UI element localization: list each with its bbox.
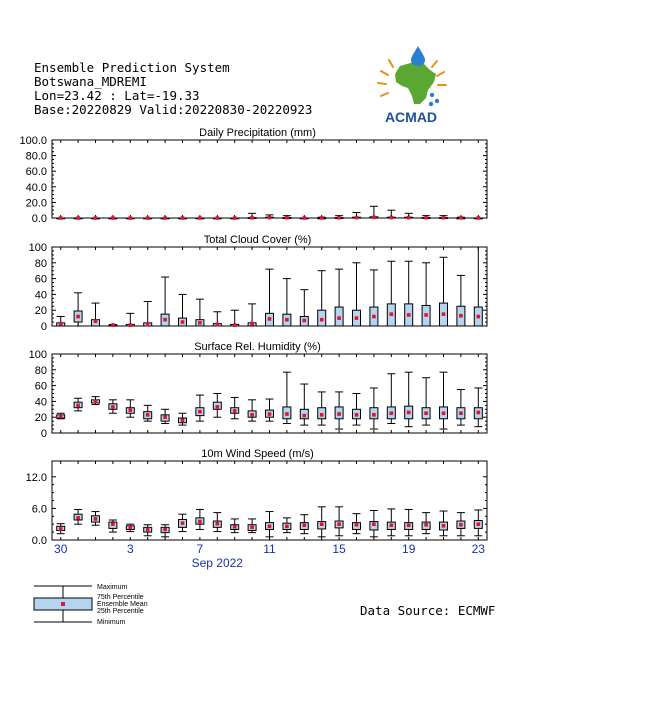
box-whisker [422, 216, 430, 220]
box-whisker [196, 299, 204, 326]
mean-marker [320, 522, 324, 526]
mean-marker [477, 315, 481, 319]
panel-title: Daily Precipitation (mm) [199, 127, 316, 139]
mean-marker [442, 411, 446, 415]
box-whisker [74, 398, 82, 411]
mean-marker [94, 216, 98, 220]
box-whisker [231, 519, 239, 533]
y-tick-label: 60 [34, 273, 47, 286]
box-whisker [370, 388, 378, 429]
mean-marker [459, 314, 463, 318]
y-tick-label: 20.0 [25, 197, 47, 210]
mean-marker [477, 522, 481, 526]
mean-marker [390, 411, 394, 415]
box-whisker [144, 405, 152, 421]
legend-minimum-label: Minimum [97, 619, 126, 626]
box-whisker [266, 399, 274, 421]
box-whisker [387, 210, 395, 219]
mean-marker [285, 525, 289, 529]
legend-maximum-label: Maximum [97, 584, 128, 591]
africa-map-icon [395, 62, 436, 104]
box-whisker [353, 213, 361, 220]
mean-marker [390, 523, 394, 527]
mean-marker [407, 313, 411, 317]
mean-marker [372, 216, 376, 220]
box-whisker [266, 512, 274, 537]
box-whisker [405, 509, 413, 535]
mean-marker [250, 413, 254, 417]
mean-marker [303, 319, 307, 323]
y-tick-label: 0.0 [31, 535, 47, 547]
box-whisker [335, 392, 343, 429]
chart-panel [26, 448, 487, 547]
box-whisker [300, 515, 308, 534]
mean-marker [268, 412, 272, 416]
box-whisker [387, 509, 395, 536]
mean-marker [146, 528, 150, 532]
box-whisker [57, 524, 65, 534]
box-whisker [370, 511, 378, 537]
x-tick-label: 3 [126, 542, 134, 556]
box-whisker [283, 216, 291, 220]
y-tick-label: 60 [34, 380, 47, 393]
mean-marker [59, 322, 63, 326]
box-whisker [283, 279, 291, 326]
mean-marker [181, 216, 185, 220]
mean-marker [372, 522, 376, 526]
box-whisker [300, 290, 308, 326]
box-whisker [474, 510, 482, 536]
mean-marker [390, 216, 394, 220]
box-whisker [266, 215, 274, 220]
mean-marker [163, 318, 167, 322]
mean-marker [111, 216, 115, 220]
box-whisker [231, 216, 239, 220]
mean-marker [337, 216, 341, 220]
box-whisker [300, 216, 308, 220]
mean-marker [76, 315, 80, 319]
mean-marker [111, 323, 115, 327]
box-whisker [353, 263, 361, 326]
x-tick-label: 19 [402, 542, 416, 556]
mean-marker [459, 216, 463, 220]
rain-drop-icon [435, 99, 439, 103]
box-whisker [457, 275, 465, 326]
box-whisker [353, 514, 361, 534]
mean-marker [129, 408, 133, 412]
x-tick-label: 11 [263, 542, 276, 556]
x-axis-label: Sep 2022 [191, 556, 243, 570]
box-whisker [457, 513, 465, 536]
box-whisker [266, 269, 274, 326]
mean-marker [268, 317, 272, 321]
box-whisker [440, 216, 448, 220]
mean-marker [320, 216, 324, 220]
chart-panel [29, 234, 487, 333]
y-tick-label: 20 [34, 305, 47, 318]
box-whisker [126, 313, 134, 327]
mean-marker [390, 312, 394, 316]
box-whisker [318, 507, 326, 537]
box-whisker [318, 271, 326, 326]
x-tick-label: 30 [54, 542, 68, 556]
box-whisker [474, 388, 482, 427]
mean-marker [337, 316, 341, 320]
box-whisker [196, 509, 204, 529]
y-tick-label: 6.0 [31, 503, 47, 516]
mean-marker [477, 216, 481, 220]
box-whisker [213, 513, 221, 532]
mean-marker [424, 523, 428, 527]
header-line-4: Base:20220829 Valid:20220830-20220923 [34, 102, 313, 117]
x-tick-label: 15 [332, 542, 346, 556]
header-line-2: Botswana_MDREMI [34, 74, 147, 89]
box-whisker [335, 216, 343, 220]
water-drop-icon [411, 46, 425, 66]
panel-title: Total Cloud Cover (%) [203, 234, 312, 246]
box-whisker [92, 512, 100, 526]
box-whisker [161, 216, 169, 220]
mean-marker [477, 411, 481, 415]
mean-marker [407, 411, 411, 415]
mean-marker [372, 315, 376, 319]
box-whisker [440, 511, 448, 536]
data-source-label: Data Source: ECMWF [360, 603, 496, 618]
mean-marker [59, 527, 63, 531]
mean-marker [337, 412, 341, 416]
box-whisker [109, 520, 117, 532]
box-whisker [457, 216, 465, 220]
mean-marker [129, 216, 133, 220]
box-whisker [109, 400, 117, 413]
mean-marker [76, 516, 80, 520]
mean-marker [303, 414, 307, 418]
box-whisker [440, 372, 448, 429]
mean-marker [233, 525, 237, 529]
mean-marker [94, 517, 98, 521]
mean-marker [94, 319, 98, 323]
mean-marker [233, 323, 237, 327]
box-whisker [422, 513, 430, 534]
mean-marker [355, 523, 359, 527]
box-whisker [179, 216, 187, 220]
box-whisker [370, 206, 378, 219]
box-whisker [144, 216, 152, 220]
panel-title: Surface Rel. Humidity (%) [194, 341, 321, 353]
mean-marker [250, 216, 254, 220]
box-whisker [74, 293, 82, 326]
mean-marker [216, 522, 220, 526]
box-whisker [161, 277, 169, 326]
acmad-logo [378, 46, 446, 125]
mean-marker [250, 322, 254, 326]
mean-marker [111, 405, 115, 409]
legend-mean-marker [61, 602, 65, 606]
mean-marker [372, 413, 376, 417]
mean-marker [163, 528, 167, 532]
mean-marker [285, 412, 289, 416]
mean-marker [198, 520, 202, 524]
mean-marker [355, 316, 359, 320]
box-whisker [161, 409, 169, 423]
box-whisker [74, 509, 82, 524]
box-whisker [196, 216, 204, 220]
box-whisker [457, 390, 465, 426]
y-tick-label: 0 [40, 428, 47, 440]
mean-marker [459, 411, 463, 415]
box-whisker [196, 395, 204, 421]
legend-p75-label: 75th Percentile [97, 594, 144, 601]
x-tick-label: 23 [471, 542, 485, 556]
mean-marker [407, 216, 411, 220]
mean-marker [163, 216, 167, 220]
y-tick-label: 40 [34, 396, 47, 409]
box-whisker [370, 270, 378, 326]
mean-marker [181, 419, 185, 423]
box-whisker [440, 257, 448, 326]
mean-marker [111, 522, 115, 526]
mean-marker [355, 413, 359, 417]
box-whisker [179, 294, 187, 326]
mean-marker [216, 405, 220, 409]
box-whisker [179, 514, 187, 531]
box-whisker [283, 372, 291, 423]
mean-marker [285, 318, 289, 322]
box-whisker [92, 397, 100, 405]
box-whisker [283, 518, 291, 533]
mean-marker [320, 413, 324, 417]
header-line-1: Ensemble Prediction System [34, 60, 230, 75]
mean-marker [268, 216, 272, 220]
legend [34, 584, 148, 626]
panel-title: 10m Wind Speed (m/s) [201, 448, 314, 460]
mean-marker [285, 216, 289, 220]
mean-marker [146, 323, 150, 327]
mean-marker [355, 216, 359, 220]
box-whisker [474, 216, 482, 220]
box-whisker [109, 323, 117, 327]
box-whisker [213, 312, 221, 326]
mean-marker [146, 216, 150, 220]
box-whisker [353, 394, 361, 426]
box-whisker [300, 384, 308, 425]
x-tick-label: 7 [196, 542, 204, 556]
mean-marker [129, 526, 133, 530]
box-whisker [126, 216, 134, 220]
box-whisker [335, 269, 343, 326]
box-whisker [248, 304, 256, 326]
y-tick-label: 60.0 [25, 166, 47, 179]
mean-marker [442, 524, 446, 528]
box-whisker [144, 302, 152, 327]
panel-frame [52, 140, 487, 218]
mean-marker [198, 216, 202, 220]
mean-marker [442, 216, 446, 220]
rain-drop-icon [430, 93, 434, 97]
box-whisker [405, 213, 413, 219]
mean-marker [216, 323, 220, 327]
box-whisker [179, 413, 187, 425]
mean-marker [250, 526, 254, 530]
y-tick-label: 100.0 [19, 135, 47, 147]
mean-marker [303, 216, 307, 220]
mean-marker [268, 525, 272, 529]
y-tick-label: 80 [34, 364, 47, 377]
mean-marker [424, 216, 428, 220]
mean-marker [59, 415, 63, 419]
panels-layer [19, 127, 487, 547]
y-tick-label: 40.0 [25, 181, 47, 194]
mean-marker [76, 216, 80, 220]
mean-marker [59, 216, 63, 220]
box-whisker [422, 263, 430, 326]
box-whisker [57, 413, 65, 419]
box-whisker [92, 303, 100, 326]
mean-marker [320, 318, 324, 322]
mean-marker [198, 410, 202, 414]
y-tick-label: 12.0 [25, 471, 47, 484]
box-whisker [318, 216, 326, 220]
x-axis [54, 542, 485, 570]
box-whisker [109, 216, 117, 220]
box-whisker [474, 247, 482, 326]
y-tick-label: 20 [34, 412, 47, 425]
mean-marker [424, 313, 428, 317]
y-tick-label: 0 [40, 321, 47, 333]
mean-marker [233, 216, 237, 220]
rain-drop-icon [429, 102, 433, 106]
mean-marker [233, 409, 237, 413]
box-whisker [213, 216, 221, 220]
mean-marker [216, 216, 220, 220]
box-whisker [213, 394, 221, 418]
box-whisker [92, 216, 100, 220]
mean-marker [181, 521, 185, 525]
mean-marker [76, 404, 80, 408]
box-whisker [74, 216, 82, 220]
legend-p25-label: 25th Percentile [97, 608, 144, 615]
mean-marker [303, 523, 307, 527]
box-whisker [126, 400, 134, 417]
box-whisker [231, 310, 239, 327]
box-whisker [387, 374, 395, 424]
box-whisker [405, 372, 413, 427]
mean-marker [163, 415, 167, 419]
mean-marker [129, 323, 133, 327]
mean-marker [94, 400, 98, 404]
chart-panel [19, 127, 487, 225]
mean-marker [181, 320, 185, 324]
y-tick-label: 100 [28, 349, 47, 361]
box-whisker [144, 525, 152, 536]
box-whisker [335, 507, 343, 536]
mean-marker [407, 523, 411, 527]
box-whisker [422, 378, 430, 425]
box-whisker [405, 261, 413, 326]
y-tick-label: 80.0 [25, 150, 47, 163]
box-whisker [161, 525, 169, 537]
box-whisker [57, 317, 65, 326]
mean-marker [198, 321, 202, 325]
box-whisker [248, 213, 256, 219]
acmad-logo-text: ACMAD [384, 109, 438, 125]
mean-marker [424, 411, 428, 415]
mean-marker [442, 312, 446, 316]
box-whisker [248, 519, 256, 533]
y-tick-label: 80 [34, 257, 47, 270]
box-whisker [231, 397, 239, 418]
box-whisker [387, 261, 395, 326]
mean-marker [337, 522, 341, 526]
chart-panel [29, 341, 487, 440]
box-whisker [318, 392, 326, 425]
y-tick-label: 0.0 [31, 213, 47, 225]
header-line-3: Lon=23.42 : Lat=-19.33 [34, 88, 200, 103]
box-whisker [57, 216, 65, 220]
legend-mean-label: Ensemble Mean [97, 601, 148, 608]
mean-marker [459, 523, 463, 527]
y-tick-label: 40 [34, 289, 47, 302]
mean-marker [146, 413, 150, 417]
box-whisker [248, 400, 256, 421]
box-whisker [126, 524, 134, 531]
y-tick-label: 100 [28, 242, 47, 254]
